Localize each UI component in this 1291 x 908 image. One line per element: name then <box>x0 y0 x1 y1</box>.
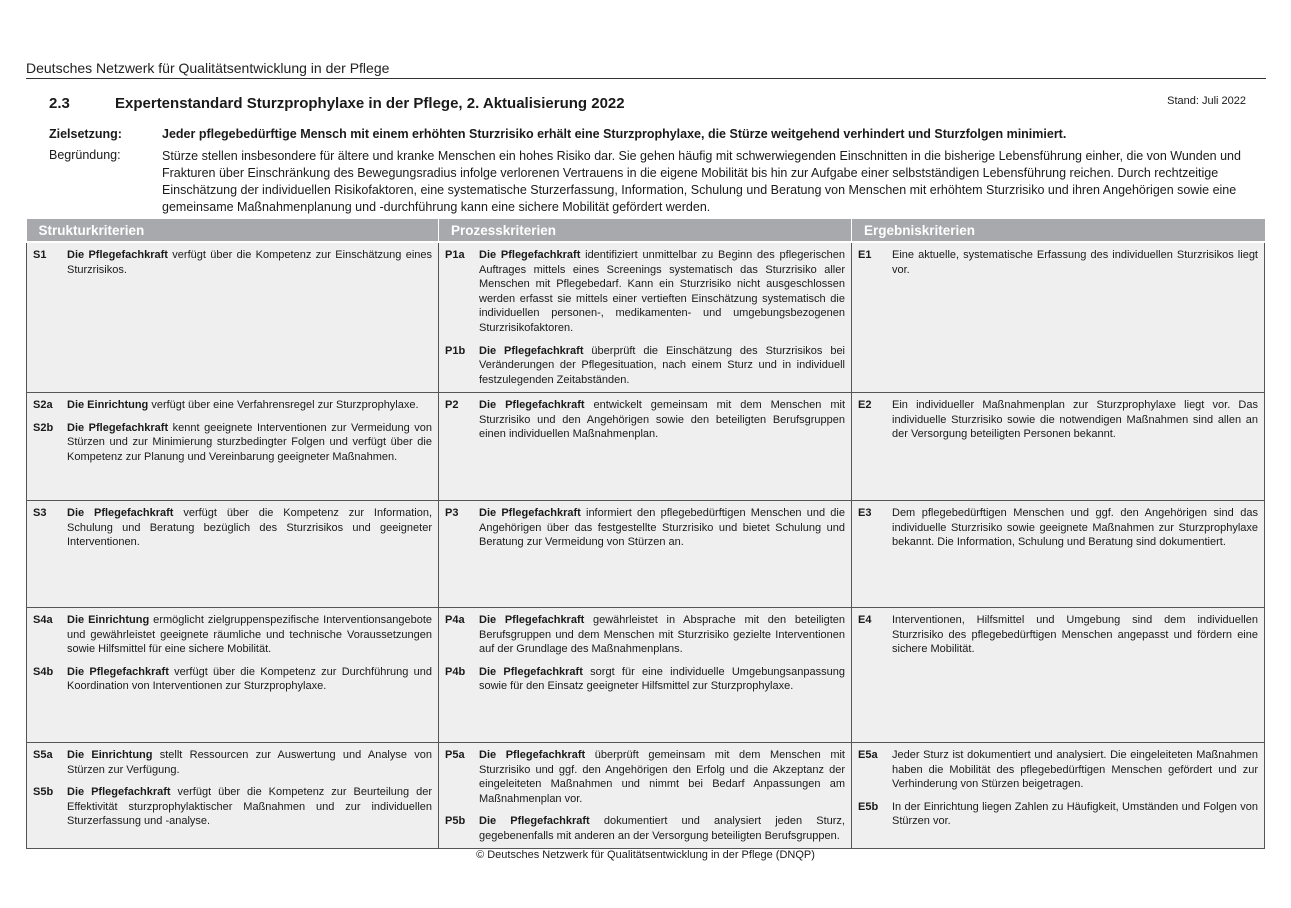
criterion-entry <box>33 421 432 465</box>
criterion-entry <box>33 665 432 694</box>
cell-struktur <box>27 501 439 608</box>
criterion-entry <box>445 506 845 550</box>
criterion-entry <box>445 248 845 336</box>
cell-ergebnis <box>852 608 1265 743</box>
criterion-body: dokumentiert und analysiert jeden Sturz, gegebenenfalls mit anderen an der Versorgung beteiligten Berufsgruppen. <box>479 815 845 842</box>
criterion-subject: Die Pflegefachkraft <box>67 665 169 678</box>
criterion-entry <box>445 398 845 442</box>
criteria-row <box>27 393 1265 501</box>
cell-prozess <box>439 393 852 501</box>
criterion-code: P5b <box>445 815 466 828</box>
criterion-subject: Die Einrichtung <box>67 749 153 761</box>
criterion-body: verfügt über die Kompetenz zur Einschätzung eines Sturzrisikos. <box>67 249 432 276</box>
criterion-entry <box>858 248 1258 277</box>
section-number: 2.3 <box>49 95 70 112</box>
criterion-text <box>67 248 432 277</box>
cell-ergebnis <box>852 242 1265 393</box>
criterion-body: Dem pflegebedürftigen Menschen und ggf. den Angehörigen sind das individuelle Sturzrisiko sowie geeignete Maßnahmen zur Sturzprophylaxe bekannt. Die Information, Schulung und Beratung sind dokumentiert. <box>892 507 1258 549</box>
criterion-entry <box>858 398 1258 442</box>
criterion-code: P3 <box>445 507 459 519</box>
criterion-text <box>479 814 845 843</box>
criterion-text <box>67 613 432 657</box>
criterion-text <box>892 398 1258 442</box>
header-divider <box>26 78 1266 79</box>
criterion-text <box>67 748 432 777</box>
cell-prozess <box>439 242 852 393</box>
criterion-text <box>479 344 845 388</box>
criterion-text <box>892 506 1258 550</box>
criterion-body: verfügt über die Kompetenz zur Information, Schulung und Beratung bezüglich des Sturzrisikos und geeigneter Interventionen. <box>67 507 432 549</box>
criterion-body: verfügt über eine Verfahrensregel zur Sturzprophylaxe. <box>148 399 419 411</box>
criterion-subject: Die Einrichtung <box>67 399 149 411</box>
zielsetzung-label: Zielsetzung: <box>49 127 122 141</box>
criterion-subject: Die Pflegefachkraft <box>67 786 171 799</box>
criterion-text <box>67 506 432 550</box>
criterion-subject: Die Pflegefachkraft <box>479 507 581 519</box>
criterion-subject: Die Pflegefachkraft <box>479 399 585 411</box>
criteria-body <box>27 242 1265 848</box>
criterion-entry <box>445 344 845 388</box>
cell-prozess <box>439 743 852 849</box>
criterion-subject: Die Pflegefachkraft <box>479 249 581 261</box>
criterion-text <box>479 665 845 694</box>
cell-struktur <box>27 242 439 393</box>
criterion-subject: Die Pflegefachkraft <box>67 421 169 434</box>
criterion-text <box>892 800 1258 829</box>
criterion-text <box>892 748 1258 792</box>
criterion-code: S4a <box>33 614 53 626</box>
header-strukturkriterien: Strukturkriterien <box>27 219 439 242</box>
criterion-entry <box>33 398 432 413</box>
criterion-code: S2a <box>33 399 53 411</box>
criterion-text <box>479 613 845 657</box>
criterion-entry <box>445 665 845 694</box>
criterion-code: E3 <box>858 507 872 519</box>
header-prozesskriterien: Prozesskriterien <box>439 219 852 242</box>
criteria-row <box>27 501 1265 608</box>
criterion-body: entwickelt gemeinsam mit dem Menschen mit Sturzrisiko und den Angehörigen sowie den beteiligten Berufsgruppen einen individuellen Maßnahmenplan. <box>479 399 845 441</box>
criterion-text <box>479 506 845 550</box>
criterion-entry <box>33 248 432 277</box>
criterion-text <box>479 248 845 336</box>
criterion-body: Ein individueller Maßnahmenplan zur Sturzprophylaxe liegt vor. Das individuelle Sturzrisiko sowie die notwendigen Maßnahmen sind allen an der Versorgung beteiligten Personen bekannt. <box>892 399 1258 441</box>
section-title: Expertenstandard Sturzprophylaxe in der Pflege, 2. Aktualisierung 2022 <box>115 95 625 112</box>
criterion-subject: Die Pflegefachkraft <box>479 815 590 828</box>
criterion-body: sorgt für eine individuelle Umgebungsanpassung sowie für den Einsatz geeigneter Hilfsmittel zur Sturzprophylaxe. <box>479 665 845 693</box>
criterion-subject: Die Pflegefachkraft <box>479 614 585 626</box>
criterion-entry <box>33 506 432 550</box>
cell-struktur <box>27 393 439 501</box>
criterion-body: kennt geeignete Interventionen zur Vermeidung von Stürzen und zur Minimierung sturzbedingter Folgen und verfügt über die Kompetenz zur Planung und Vereinbarung geeigneter Maßnahmen. <box>67 421 432 463</box>
criterion-code: S4b <box>33 665 54 678</box>
cell-ergebnis <box>852 393 1265 501</box>
criterion-code: E1 <box>858 249 872 261</box>
criteria-header-row <box>27 219 1265 242</box>
cell-prozess <box>439 501 852 608</box>
criterion-body: In der Einrichtung liegen Zahlen zu Häufigkeit, Umständen und Folgen von Stürzen vor. <box>892 800 1258 828</box>
cell-struktur <box>27 608 439 743</box>
criterion-entry <box>445 814 845 843</box>
copyright-footer: © Deutsches Netzwerk für Qualitätsentwicklung in der Pflege (DNQP) <box>476 849 815 861</box>
criterion-code: P1a <box>445 249 465 261</box>
criterion-body: verfügt über die Kompetenz zur Durchführung und Koordination von Interventionen zur Sturzprophylaxe. <box>67 665 432 693</box>
criterion-subject: Die Einrichtung <box>67 614 150 626</box>
criterion-subject: Die Pflegefachkraft <box>67 507 174 519</box>
criterion-text <box>479 748 845 806</box>
criterion-body: Eine aktuelle, systematische Erfassung des individuellen Sturzrisikos liegt vor. <box>892 249 1258 276</box>
criterion-subject: Die Pflegefachkraft <box>479 344 584 357</box>
criterion-entry <box>445 613 845 657</box>
criterion-text <box>67 665 432 694</box>
criteria-table <box>26 219 1265 849</box>
cell-prozess <box>439 608 852 743</box>
criterion-body: informiert den pflegebedürftigen Menschen und die Angehörigen über das festgestellte Sturzrisiko und bietet Schulung und Beratung zur Vermeidung von Stürzen an. <box>479 507 845 549</box>
criterion-body: stellt Ressourcen zur Auswertung und Analyse von Stürzen zur Verfügung. <box>67 749 432 776</box>
criterion-entry <box>33 785 432 829</box>
criterion-entry <box>445 748 845 806</box>
criterion-code: E5b <box>858 800 879 813</box>
criterion-code: S1 <box>33 249 47 261</box>
criteria-row <box>27 608 1265 743</box>
criterion-code: S5a <box>33 749 53 761</box>
criterion-body: verfügt über die Kompetenz zur Beurteilung der Effektivität sturzprophylaktischer Maßnahmen und zur individuellen Sturzerfassung und -analyse. <box>67 786 432 828</box>
criterion-body: Jeder Sturz ist dokumentiert und analysiert. Die eingeleiteten Maßnahmen haben die Mobilität des pflegebedürftigen Menschen gefördert und zur Verhinderung von Stürzen beigetragen. <box>892 749 1258 791</box>
cell-struktur <box>27 743 439 849</box>
criteria-row <box>27 743 1265 849</box>
criterion-entry <box>858 748 1258 792</box>
criterion-code: S3 <box>33 507 47 519</box>
stand-date: Stand: Juli 2022 <box>1167 95 1246 107</box>
criterion-code: S2b <box>33 421 54 434</box>
criterion-entry <box>858 613 1258 657</box>
criterion-subject: Die Pflegefachkraft <box>67 249 168 261</box>
criterion-text <box>892 248 1258 277</box>
criterion-code: P4b <box>445 665 466 678</box>
criterion-body: identifiziert unmittelbar zu Beginn des pflegerischen Auftrages mittels eines Screenings systematisch das Sturzrisiko aller Menschen mit Pflegebedarf. Kann ein Sturzrisiko nicht ausgeschlossen werden erfasst sie mittels einer vertieften Einschätzung systematisch die individuellen personen-, medikamenten- und umgebungsbezogenen Sturzrisikofaktoren. <box>479 249 845 334</box>
begruendung-label: Begründung: <box>49 148 121 162</box>
criterion-code: P1b <box>445 344 466 357</box>
criterion-subject: Die Pflegefachkraft <box>479 749 586 761</box>
criterion-code: E4 <box>858 614 872 626</box>
criterion-code: E2 <box>858 399 872 411</box>
criteria-row <box>27 242 1265 393</box>
criterion-entry <box>858 800 1258 829</box>
criterion-body: ermöglicht zielgruppenspezifische Interventionsangebote und gewährleistet geeignete räumliche und technische Voraussetzungen sowie Hilfsmittel für eine sichere Mobilität. <box>67 614 433 656</box>
criterion-text <box>479 398 845 442</box>
criterion-subject: Die Pflegefachkraft <box>479 665 583 678</box>
header-ergebniskriterien: Ergebniskriterien <box>852 219 1265 242</box>
criterion-code: E5a <box>858 749 878 761</box>
criterion-text <box>67 398 432 413</box>
criterion-entry <box>33 748 432 777</box>
criterion-body: Interventionen, Hilfsmittel und Umgebung sind dem individuellen Sturzrisiko des pflegebedürftigen Menschen angepasst und fördern eine sichere Mobilität. <box>892 614 1258 656</box>
criterion-body: überprüft die Einschätzung des Sturzrisikos bei Veränderungen der Pflegesituation, nach einem Sturz und in individuell festzulegenden Zeitabständen. <box>479 344 846 386</box>
cell-ergebnis <box>852 743 1265 849</box>
criterion-entry <box>33 613 432 657</box>
criterion-code: P5a <box>445 749 465 761</box>
criterion-body: überprüft gemeinsam mit dem Menschen mit Sturzrisiko und ggf. den Angehörigen den Erfolg und die Akzeptanz der eingeleiteten Maßnahmen und nimmt bei Bedarf Anpassungen am Maßnahmenplan vor. <box>479 749 845 805</box>
criterion-code: P4a <box>445 614 465 626</box>
criterion-entry <box>858 506 1258 550</box>
criterion-text <box>67 785 432 829</box>
begruendung-text: Stürze stellen insbesondere für ältere und kranke Menschen ein hohes Risiko dar. Sie gehen häufig mit schwerwiegenden Einschnitten in die bisherige Lebensführung einher, die von Wunden und Frakturen über Einschränkung des Bewegungsradius infolge verlorenen Vertrauens in die eigene Mobilität bis hin zur Aufgabe einer selbstständigen Lebensführung reichen. Durch rechtzeitige Einschätzung der individuellen Risikofaktoren, eine systematische Sturzerfassung, Information, Schulung und Beratung von Menschen mit erhöhtem Sturzrisiko und ihren Angehörigen sowie eine gemeinsame Maßnahmenplanung und -durchführung kann eine sichere Mobilität gefördert werden. <box>162 149 1241 214</box>
organization-name: Deutsches Netzwerk für Qualitätsentwicklung in der Pflege <box>26 60 390 76</box>
criterion-body: gewährleistet in Absprache mit den beteiligten Berufsgruppen und dem Menschen mit Sturzrisiko gezielte Interventionen auf der Grundlage des Maßnahmenplans. <box>479 614 845 656</box>
criterion-text <box>67 421 432 465</box>
zielsetzung-text: Jeder pflegebedürftige Mensch mit einem erhöhten Sturzrisiko erhält eine Sturzprophylaxe, die Stürze weitgehend verhindert und Sturzfolgen minimiert. <box>162 127 1067 141</box>
criterion-text <box>892 613 1258 657</box>
cell-ergebnis <box>852 501 1265 608</box>
criterion-code: P2 <box>445 399 459 411</box>
criterion-code: S5b <box>33 786 54 799</box>
